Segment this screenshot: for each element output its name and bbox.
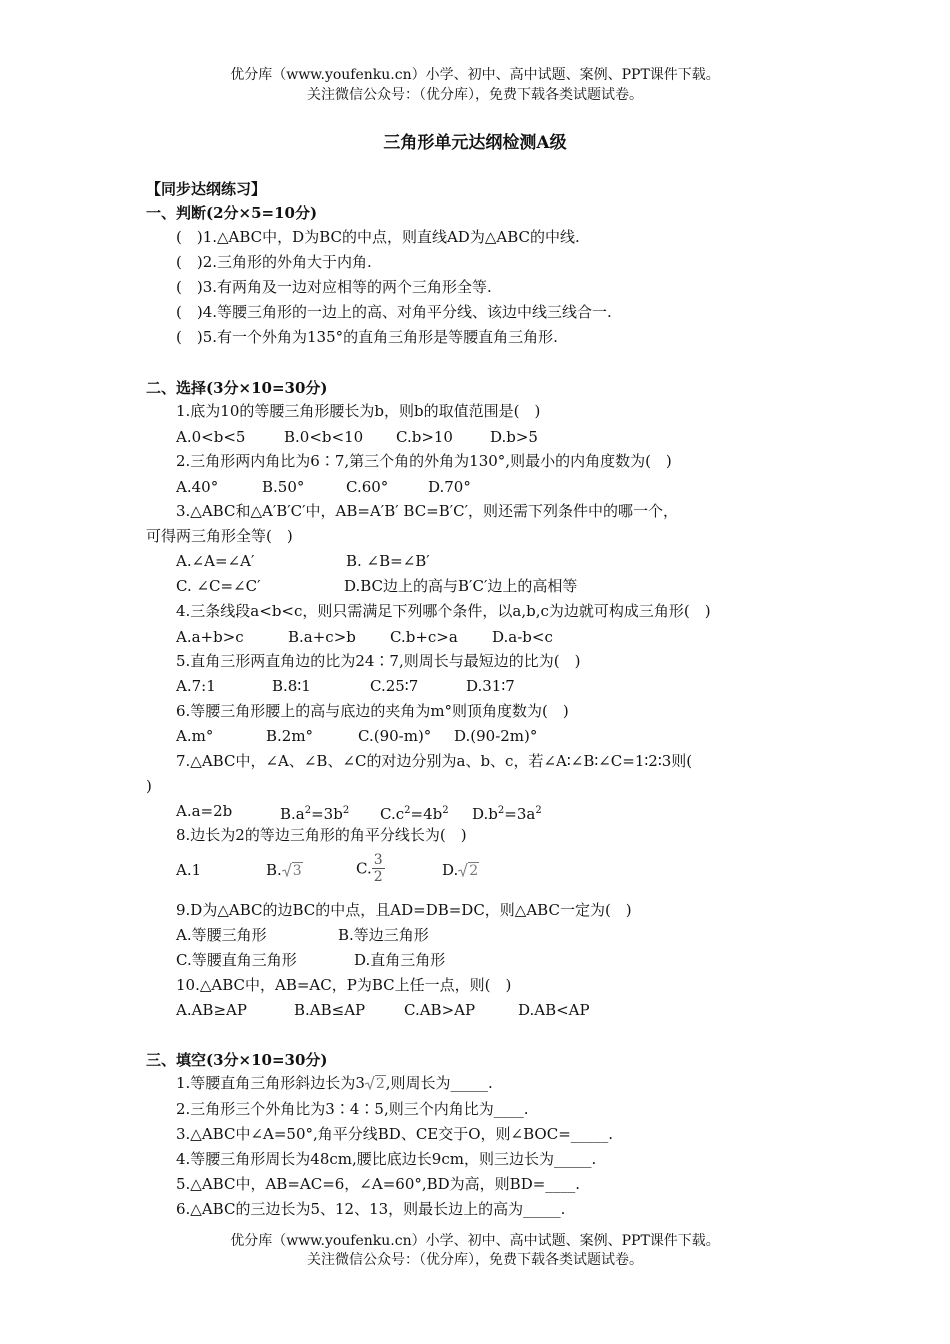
- judge-item-5: ( )5.有一个外角为135°的直角三角形是等腰直角三角形.: [176, 328, 558, 346]
- page-title: 三角形单元达纲检测A级: [383, 133, 567, 153]
- sqrt-2-formula: 2: [458, 861, 479, 881]
- choice-q6-c: C.(90-m)°: [358, 727, 432, 745]
- radical-sign-icon: [282, 863, 292, 877]
- fill-item-5: 5.△ABC中，AB=AC=6，∠A=60°,BD为高，则BD=____.: [176, 1175, 581, 1193]
- header-line-1: 优分库（www.youfenku.cn）小学、初中、高中试题、案例、PPT课件下载。: [230, 67, 720, 83]
- header-line-2: 关注微信公众号：（优分库），免费下载各类试题试卷。: [307, 87, 643, 103]
- choice-q7-stem-2: ): [146, 777, 152, 795]
- choice-q3-d: D.BC边上的高与B′C′边上的高相等: [344, 577, 578, 595]
- choice-q10-c: C.AB>AP: [404, 1001, 476, 1019]
- fill-item-2: 2.三角形三个外角比为3∶4∶5,则三个内角比为____.: [176, 1100, 529, 1118]
- choice-q10-a: A.AB≥AP: [176, 1001, 247, 1019]
- fill-item-6: 6.△ABC的三边长为5、12、13，则最长边上的高为_____.: [176, 1200, 566, 1218]
- choice-q10-b: B.AB≤AP: [294, 1001, 366, 1019]
- section-3-heading: 三、填空(3分×10=30分): [146, 1051, 328, 1069]
- choice-q3-b: B. ∠B=∠B′: [346, 552, 430, 570]
- choice-q2-stem: 2.三角形两内角比为6∶7,第三个角的外角为130°,则最小的内角度数为( ): [176, 452, 672, 470]
- choice-q3-c: C. ∠C=∠C′: [176, 577, 261, 595]
- choice-q9-b: B.等边三角形: [338, 926, 429, 944]
- practice-heading: 【同步达纲练习】: [146, 180, 267, 198]
- choice-q2-c: C.60°: [346, 478, 389, 496]
- choice-q9-stem: 9.D为△ABC的边BC的中点，且AD=DB=DC，则△ABC一定为( ): [176, 901, 632, 919]
- choice-q4-a: A.a+b>c: [176, 628, 244, 646]
- choice-q8-stem: 8.边长为2的等边三角形的角平分线长为( ): [176, 826, 467, 844]
- choice-q9-d: D.直角三角形: [354, 951, 446, 969]
- judge-item-3: ( )3.有两角及一边对应相等的两个三角形全等.: [176, 278, 492, 296]
- choice-q5-a: A.7:1: [176, 677, 216, 695]
- choice-q2-a: A.40°: [176, 478, 219, 496]
- choice-q4-d: D.a-b<c: [492, 628, 553, 646]
- choice-q10-stem: 10.△ABC中，AB=AC，P为BC上任一点，则( ): [176, 976, 512, 994]
- choice-q5-b: B.8∶1: [272, 677, 311, 695]
- radical-sign-icon: [458, 863, 468, 877]
- choice-q3-a: A.∠A=∠A′: [176, 552, 255, 570]
- choice-q5-d: D.31∶7: [466, 677, 515, 695]
- choice-q7-d: $D.b^2=3a^2$: [472, 805, 542, 823]
- choice-q6-b: B.2m°: [266, 727, 314, 745]
- choice-q6-stem: 6.等腰三角形腰上的高与底边的夹角为m°则顶角度数为( ): [176, 702, 569, 720]
- judge-item-4: ( )4.等腰三角形的一边上的高、对角平分线、该边中线三线合一.: [176, 303, 612, 321]
- choice-q2-d: D.70°: [428, 478, 471, 496]
- choice-q8-c: C. $\frac{3}{2}$: [356, 852, 383, 885]
- choice-q9-a: A.等腰三角形: [176, 926, 267, 944]
- judge-item-1: ( )1.△ABC中，D为BC的中点，则直线AD为△ABC的中线.: [176, 228, 580, 246]
- choice-q7-stem-1: 7.△ABC中，∠A、∠B、∠C的对边分别为a、b、c，若∠A∶∠B∶∠C=1∶2∶3则(: [176, 752, 693, 770]
- sqrt-3-formula: 3: [282, 861, 303, 881]
- choice-q1-c: C.b>10: [396, 428, 453, 446]
- choice-q4-c: C.b+c>a: [390, 628, 458, 646]
- choice-q2-b: B.50°: [262, 478, 305, 496]
- choice-q5-stem: 5.直角三形两直角边的比为24∶7,则周长与最短边的比为( ): [176, 652, 581, 670]
- choice-q4-b: B.a+c>b: [288, 628, 356, 646]
- choice-q3-stem-1: 3.△ABC和△A′B′C′中，AB=A′B′ BC=B′C′，则还需下列条件中的哪一个，: [176, 502, 679, 520]
- choice-q7-c: $C.c^2=4b^2$: [380, 805, 449, 823]
- fraction-3-over-2: $\frac{3}{2}$: [373, 852, 383, 885]
- footer-line-1: 优分库（www.youfenku.cn）小学、初中、高中试题、案例、PPT课件下载。: [230, 1233, 720, 1249]
- choice-q6-a: A.m°: [176, 727, 214, 745]
- choice-q1-d: D.b>5: [490, 428, 538, 446]
- choice-q1-a: A.0<b<5: [176, 428, 246, 446]
- judge-item-2: ( )2.三角形的外角大于内角.: [176, 253, 372, 271]
- choice-q8-b: B. 3: [266, 861, 302, 879]
- choice-q4-stem: 4.三条线段a<b<c，则只需满足下列哪个条件，以a,b,c为边就可构成三角形( ): [176, 602, 711, 620]
- section-1-heading: 一、判断(2分×5=10分): [146, 204, 318, 222]
- fill-item-3: 3.△ABC中∠A=50°,角平分线BD、CE交于O，则∠BOC=_____.: [176, 1125, 614, 1143]
- choice-q7-b: $B.a^2=3b^2$: [280, 805, 350, 823]
- fill-item-4: 4.等腰三角形周长为48cm,腰比底边长9cm，则三边长为_____.: [176, 1150, 597, 1168]
- choice-q1-stem: 1.底为10的等腰三角形腰长为b，则b的取值范围是( ): [176, 402, 541, 420]
- choice-q8-a: A.1: [176, 861, 202, 879]
- fill-item-1: 1.等腰直角三角形斜边长为3 2,则周长为_____.: [176, 1074, 493, 1092]
- choice-q5-c: C.25∶7: [370, 677, 419, 695]
- choice-q8-d: D. 2: [442, 861, 479, 879]
- sqrt-2-formula: 2: [365, 1074, 386, 1094]
- choice-q1-b: B.0<b<10: [284, 428, 364, 446]
- choice-q7-a: A.a=2b: [176, 802, 233, 820]
- choice-q6-d: D.(90-2m)°: [454, 727, 538, 745]
- radical-sign-icon: [365, 1076, 375, 1090]
- section-2-heading: 二、选择(3分×10=30分): [146, 379, 328, 397]
- choice-q10-d: D.AB<AP: [518, 1001, 590, 1019]
- choice-q3-stem-2: 可得两三角形全等( ): [146, 527, 293, 545]
- footer-line-2: 关注微信公众号：（优分库），免费下载各类试题试卷。: [307, 1252, 643, 1268]
- choice-q9-c: C.等腰直角三角形: [176, 951, 297, 969]
